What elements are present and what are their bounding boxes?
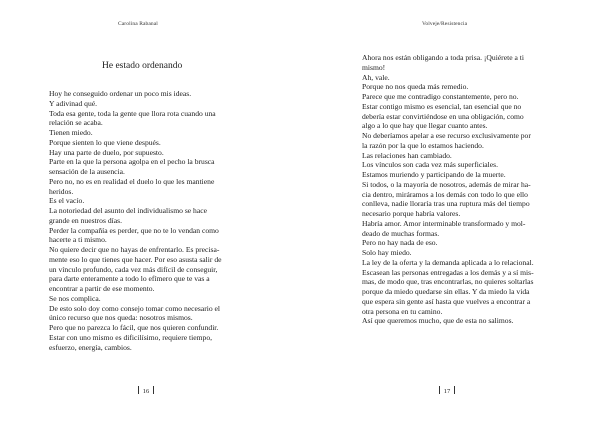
text-line: La notoriedad del asunto del individualismo se hace xyxy=(49,206,207,215)
text-line: encontrar a partir de ese momento. xyxy=(49,284,155,293)
running-header-title: Volveje/Resistencia xyxy=(422,21,468,27)
text-line: conlleva, nadie lloraría tras una ruptura más del tiempo xyxy=(362,199,530,209)
text-line: Estar con uno mismo es dificilísimo, requiere tiempo, xyxy=(49,332,213,342)
text-line: De esto solo doy como consejo tomar como necesario el xyxy=(49,303,221,313)
text-line: La ley de la oferta y la demanda aplicada a lo relacional. xyxy=(362,257,534,267)
text-line: Los vínculos son cada vez más superficiales. xyxy=(362,160,499,170)
text-line: Hoy he conseguido ordenar un poco mis ideas. xyxy=(49,89,192,98)
text-line: Las relaciones han cambiado. xyxy=(362,150,452,160)
text-line: Habría amor. Amor interminable transformado y mol- xyxy=(362,218,526,228)
text-line: Parece que me contradigo constantemente, pero no. xyxy=(362,92,519,101)
text-line: mismo! xyxy=(362,62,386,72)
page-number-value: 16 xyxy=(142,388,150,395)
folio-bar xyxy=(138,386,139,394)
running-header-author: Carolina Rabanal xyxy=(118,21,158,27)
text-line: hacerte a ti mismo. xyxy=(49,235,107,245)
text-line: relación se acaba. xyxy=(49,118,103,128)
text-line: Y adivinad qué. xyxy=(49,98,98,108)
page-number-value: 17 xyxy=(443,388,451,395)
text-line: un vínculo profundo, cada vez más difícil de conseguir, xyxy=(49,264,218,274)
text-line: heridos. xyxy=(49,186,74,196)
text-line: No quiere decir que no hayas de enfrentarlo. Es precisa- xyxy=(49,245,220,254)
text-line: la razón por la que lo estamos haciendo. xyxy=(362,140,484,150)
text-line: sensación de la ausencia. xyxy=(49,167,125,176)
right-body-text xyxy=(362,53,592,326)
text-line: cia dentro, miráramos a los demás con todo lo que ello xyxy=(362,189,528,199)
text-line: Porque sienten lo que viene después. xyxy=(49,137,161,147)
text-line: grande en nuestros días. xyxy=(49,215,122,225)
text-line: otra persona en tu camino. xyxy=(362,306,443,316)
text-line: que espera sin gente así hasta que vuelves a encontrar a xyxy=(362,296,531,306)
text-line: Si todos, o la mayoría de nosotros, además de mirar ha- xyxy=(362,179,531,189)
text-line: Parte en la que la persona agolpa en el pecho la brusca xyxy=(49,157,215,167)
text-line: debería estar convirtiéndose en una obligación, como xyxy=(362,111,524,121)
text-line: No deberíamos apelar a ese recurso exclusivamente por xyxy=(362,131,531,140)
text-line: Hay una parte de duelo, por supuesto. xyxy=(49,147,164,157)
page-number-left xyxy=(134,386,158,395)
text-line: necesario porque habría valores. xyxy=(362,209,461,218)
text-line: Estamos muriendo y participando de la muerte. xyxy=(362,170,506,179)
left-body-text xyxy=(49,89,279,352)
text-line: único recurso que nos queda: nosotros mismos. xyxy=(49,313,193,323)
text-line: para darte enteramente a todo lo efímero que te vas a xyxy=(49,274,210,284)
text-line: Se nos complica. xyxy=(49,293,101,303)
text-line: Es el vacío. xyxy=(49,196,85,206)
text-line: Así que queremos mucho, que de esta no salimos. xyxy=(362,316,514,326)
text-line: mente eso lo que tienes que hacer. Por eso asusta salir de xyxy=(49,254,222,264)
chapter-title: He estado ordenando xyxy=(102,61,183,71)
text-line: Pero que no parezca lo fácil, que nos quieren confundir. xyxy=(49,323,219,332)
text-line: Porque no nos queda más remedio. xyxy=(362,82,469,92)
right-page xyxy=(300,0,600,425)
text-line: Ah, vale. xyxy=(362,72,390,82)
text-line: algo a lo que hay que llegar cuanto antes. xyxy=(362,121,488,131)
text-line: deado de muchas formas. xyxy=(362,228,440,238)
folio-bar xyxy=(153,386,154,394)
text-line: Pero no, no es en realidad el duelo lo que les mantiene xyxy=(49,176,215,186)
text-line: esfuerzo, energía, cambios. xyxy=(49,342,132,352)
folio-bar xyxy=(454,386,455,394)
text-line: mas, de modo que, tras encontrarlas, no quieres soltarlas xyxy=(362,277,534,287)
folio-bar xyxy=(439,386,440,394)
text-line: Solo hay miedo. xyxy=(362,248,412,257)
text-line: porque da miedo quedarse sin ellas. Y da miedo la vida xyxy=(362,287,530,296)
text-line: Ahora nos están obligando a toda prisa. ¡Quiérete a ti xyxy=(362,53,524,62)
page-number-right xyxy=(435,386,459,395)
text-line: Toda esa gente, toda la gente que llora rota cuando una xyxy=(49,108,216,118)
text-line: Perder la compañía es perder, que no te lo vendan como xyxy=(49,225,219,235)
text-line: Pero no hay nada de eso. xyxy=(362,238,438,248)
text-line: Escasean las personas entregadas a los demás y a sí mis- xyxy=(362,267,534,277)
text-line: Tienen miedo. xyxy=(49,128,93,137)
text-line: Estar contigo mismo es esencial, tan esencial que no xyxy=(362,101,522,111)
